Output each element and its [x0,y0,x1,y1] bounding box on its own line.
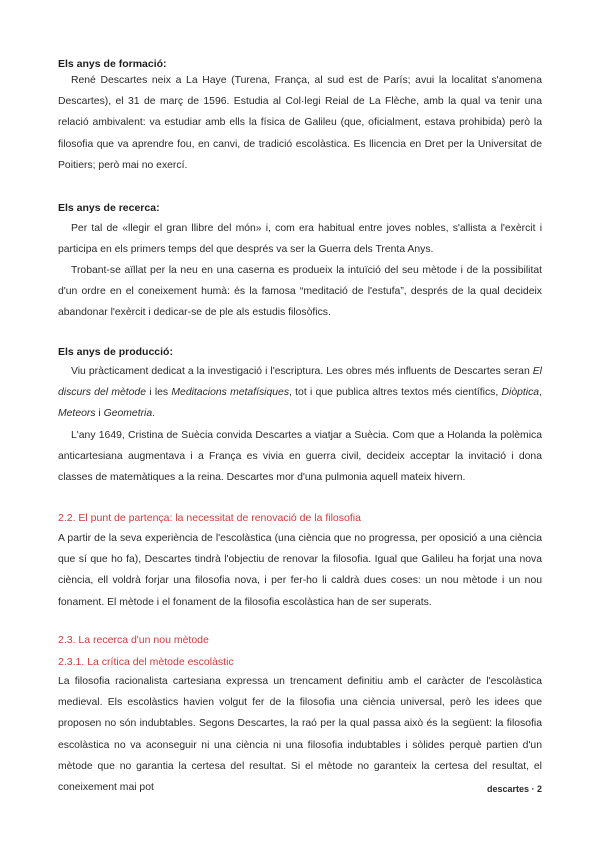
paragraph-2-2: A partir de la seva experiència de l'escolàstica (una ciència que no progressa, per oposició a una ciència que sí que ho fa), Descartes tindrà l'objectiu de renovar la filosofia. Igual que Galileu ha forjat una nova ciència, ell voldrà forjar una filosofia nova, i per fer-ho li caldrà dues coses: un nou mètode i un nou fonament. El mètode i el fonament de la filosofia escolàstica han de ser superats. [58,533,542,608]
section-heading-2-2: 2.2. El punt de partença: la necessitat de renovació de la filosofia [58,512,361,524]
subsection-heading-2-3-1: 2.3.1. La crítica del mètode escolàstic [58,656,234,668]
section-title-recerca: Els anys de recerca: [58,202,160,214]
paragraph-recerca-1: Per tal de «llegir el gran llibre del món» i, com era habitual entre joves nobles, s'allista a l'exèrcit i participa en els primers temps del que després va ser la Guerra dels Trenta Anys. [58,223,542,256]
section-heading-2-3: 2.3. La recerca d'un nou mètode [58,634,209,646]
paragraph-2-3-1: La filosofia racionalista cartesiana expressa un trencament definitiu amb el caràcter de l'escolàstica medieval. Els escolàstics havien volgut fer de la filosofia una ciència universal, però les idees que proposen no són indubtables. Segons Descartes, la raó per la qual passa això és la següent: la filosofia escolàstica no va aconseguir ni una ciència ni una filosofia indubtables i sòlides perquè partien d'un mètode que no garantia la certesa del resultat. Si el mètode no garanteix la certesa del resultat, el coneixement mai pot [58,676,542,794]
paragraph-produccio-1: Viu pràcticament dedicat a la investigació i l'escriptura. Les obres més influents de Descartes seran El discurs del mètode i les Meditacions metafísiques, tot i que publica altres textos més científics, Diòptica, Meteors i Geometria. [58,366,542,420]
section-title-produccio: Els anys de producció: [58,346,173,358]
paragraph-formacio: René Descartes neix a La Haye (Turena, França, al sud est de París; avui la localitat s'anomena Descartes), el 31 de març de 1596. Estudia al Col·legi Reial de La Flèche, amb la qual va tenir una relació ambivalent: va estudiar amb ells la física de Galileu (que, oficialment, estava prohibida) però la filosofia que va aprendre fou, en canvi, de tradició escolàstica. Es llicencia en Dret per la Universitat de Poitiers; però mai no exercí. [58,75,542,171]
section-title-formacio: Els anys de formació: [58,58,167,70]
page-footer: descartes · 2 [486,784,542,794]
paragraph-produccio-2: L'any 1649, Cristina de Suècia convida Descartes a viatjar a Suècia. Com que a Holanda la polèmica anticartesiana augmentava i a França es vivia en guerra civil, decideix acceptar la invitació i dona classes de matemàtiques a la reina. Descartes mor d'una pulmonia aquell mateix hivern. [58,430,542,484]
paragraph-recerca-2: Trobant-se aïllat per la neu en una caserna es produeix la intuïció del seu mètode i de la possibilitat d'un ordre en el coneixement humà: és la famosa “meditació de l'estufa”, després de la qual decideix abandonar l'exèrcit i dedicar-se de ple als estudis filosòfics. [58,265,542,319]
